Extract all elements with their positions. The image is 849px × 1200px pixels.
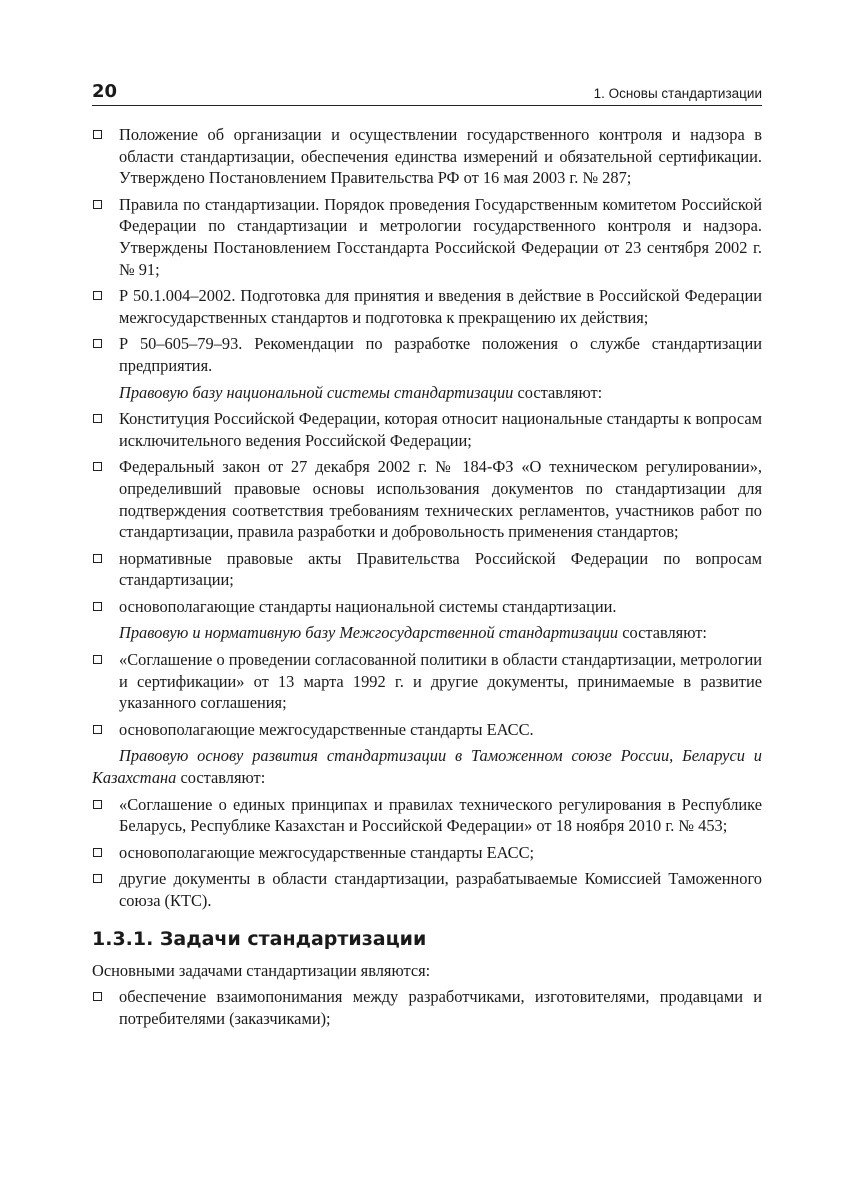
list-item — [92, 842, 762, 864]
intro-text: составляют: — [618, 623, 707, 643]
section-heading: 1.3.1. Задачи стандартизации — [92, 927, 427, 950]
checkbox-bullet-icon — [93, 800, 102, 809]
list-item-text: Федеральный закон от 27 декабря 2002 г. № 184-ФЗ «О техническом регулировании», определивший правовые основы использования документов по стандартизации для подтверждения соответствия требованиям технических регламентов, участников работ по стандартизации, правила разработки и добровольность применения стандартов; — [119, 457, 762, 542]
list-item — [92, 124, 762, 189]
list-item-text: Конституция Российской Федерации, которая относит национальные стандарты к вопросам исключительного ведения Российской Федерации; — [119, 409, 762, 450]
intro-emphasis: Правовую базу национальной системы стандартизации — [119, 382, 514, 402]
list-item-text: основополагающие стандарты национальной системы стандартизации. — [119, 596, 617, 616]
list-item-text: Р 50–605–79–93. Рекомендации по разработке положения о службе стандартизации предприятия. — [119, 334, 762, 375]
list-item — [92, 548, 762, 591]
list-item-text: Положение об организации и осуществлении государственного контроля и надзора в области стандартизации, обеспечения единства измерений и обязательной сертификации. Утверждено Постановлением Правительства РФ от 16 мая 2003 г. № 287; — [119, 125, 762, 188]
list-item — [92, 649, 762, 714]
checkbox-bullet-icon — [93, 339, 102, 348]
intro-text: составляют: — [176, 768, 266, 788]
section-intro — [92, 622, 762, 644]
running-head: 1. Основы стандартизации — [593, 86, 762, 101]
checkbox-bullet-icon — [93, 462, 102, 471]
list-item-text: нормативные правовые акты Правительства Российской Федерации по вопросам стандартизации; — [119, 548, 762, 590]
list-item-text: основополагающие межгосударственные стандарты ЕАСС. — [119, 719, 534, 739]
intro-emphasis: Правовую и нормативную базу Межгосударственной стандартизации — [119, 623, 619, 643]
list-item — [92, 333, 762, 376]
checkbox-bullet-icon — [93, 130, 102, 139]
list-item-text: «Соглашение о проведении согласованной политики в области стандартизации, метрологии и сертификации» от 13 марта 1992 г. и другие документы, принимаемые в развитие указанного соглашения; — [119, 650, 762, 713]
list-item-text: Правила по стандартизации. Порядок проведения Государственным комитетом Российской Федерации по стандартизации и метрологии государственного контроля и надзора. Утверждены Постановлением Госстандарта Российской Федерации от 23 сентября 2002 г. № 91; — [119, 194, 762, 279]
list-item-text: Р 50.1.004–2002. Подготовка для принятия и введения в действие в Российской Федерации межгосударственных стандартов и подготовка к прекращению их действия; — [119, 286, 762, 327]
checkbox-bullet-icon — [93, 874, 102, 883]
checkbox-bullet-icon — [93, 655, 102, 664]
list-item — [92, 194, 762, 280]
intro-emphasis: Правовую основу развития стандартизации в Таможенном союзе России, Беларуси и Казахстана — [92, 746, 762, 788]
list-item — [92, 285, 762, 328]
checkbox-bullet-icon — [93, 414, 102, 423]
list-item — [92, 868, 762, 911]
section-intro — [92, 382, 762, 404]
list-item-text: другие документы в области стандартизации, разрабатываемые Комиссией Таможенного союза (КТС). — [119, 869, 762, 910]
checkbox-bullet-icon — [93, 554, 102, 563]
checkbox-bullet-icon — [93, 200, 102, 209]
page — [92, 80, 762, 1034]
list-item — [92, 456, 762, 542]
list-item — [92, 408, 762, 451]
page-body — [92, 124, 762, 1029]
section-intro — [92, 745, 762, 788]
list-item — [92, 719, 762, 741]
intro-text: составляют: — [513, 382, 603, 402]
list-item — [92, 986, 762, 1029]
page-number: 20 — [92, 81, 118, 102]
paragraph: Основными задачами стандартизации являются: — [92, 960, 431, 980]
list-item-text: обеспечение взаимопонимания между разработчиками, изготовителями, продавцами и потребителями (заказчиками); — [119, 987, 762, 1028]
list-item — [92, 596, 762, 618]
page-header — [92, 80, 762, 106]
list-item-text: «Соглашение о единых принципах и правилах технического регулирования в Республике Беларусь, Республике Казахстан и Российской Федерации» от 18 ноября 2010 г. № 453; — [119, 794, 762, 836]
checkbox-bullet-icon — [93, 291, 102, 300]
checkbox-bullet-icon — [93, 848, 102, 857]
list-item-text: основополагающие межгосударственные стандарты ЕАСС; — [119, 842, 535, 862]
checkbox-bullet-icon — [93, 725, 102, 734]
checkbox-bullet-icon — [93, 602, 102, 611]
checkbox-bullet-icon — [93, 992, 102, 1001]
list-item — [92, 794, 762, 837]
